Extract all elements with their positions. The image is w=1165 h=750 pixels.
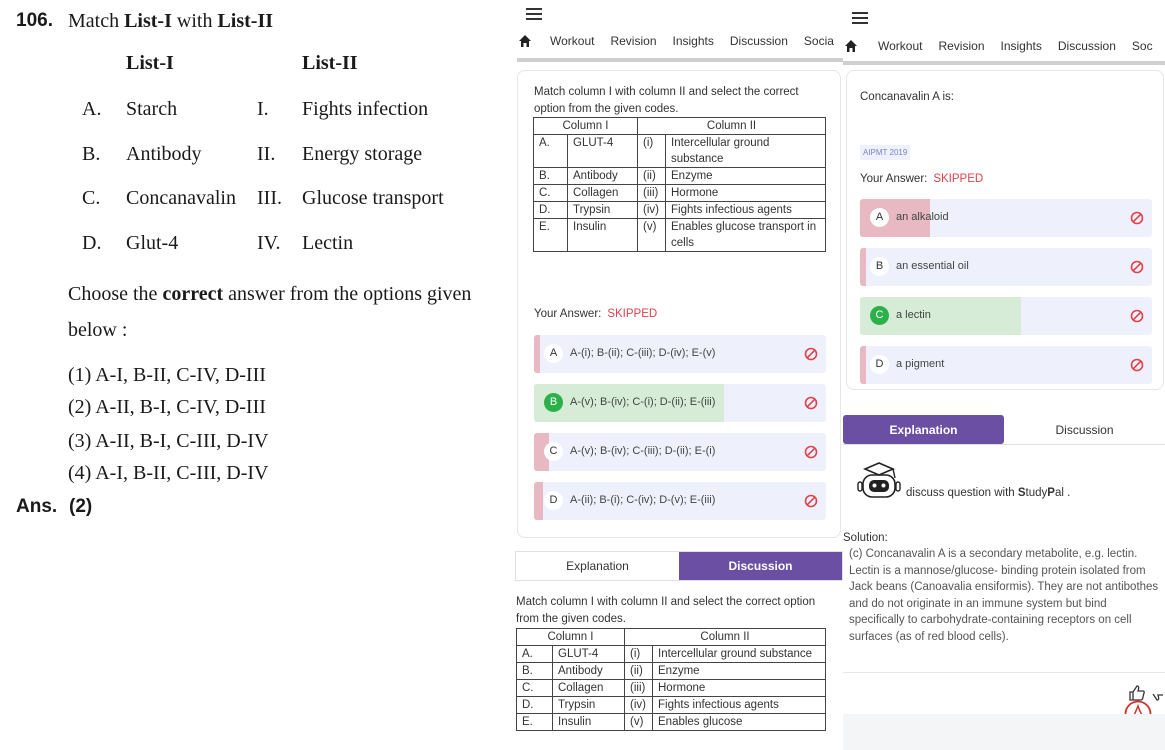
your-answer-label: Your Answer: <box>534 308 602 320</box>
cell: A. <box>517 646 553 663</box>
tab-discussion-active[interactable]: Discussion <box>679 552 842 580</box>
ban-icon <box>1130 309 1144 323</box>
bottom-bar <box>843 714 1165 750</box>
col1-header: Column I <box>517 629 625 646</box>
row-match: Glucose transport <box>302 187 444 209</box>
cell: Enables glucose <box>653 714 826 731</box>
cell: Enzyme <box>653 663 826 680</box>
answer-option: (1) A-I, B-II, C-IV, D-III <box>68 364 266 386</box>
table-row <box>517 646 826 663</box>
cell: Antibody <box>568 168 638 185</box>
cell: E. <box>534 219 568 252</box>
tab-workout[interactable]: Workout <box>550 34 595 48</box>
cell: (iv) <box>638 202 666 219</box>
cell: Trypsin <box>568 202 638 219</box>
col2-header: Column II <box>625 629 826 646</box>
ban-icon <box>1130 211 1144 225</box>
skipped-status: SKIPPED <box>607 308 658 320</box>
cell: Enzyme <box>666 168 826 185</box>
tab-workout[interactable]: Workout <box>878 39 923 53</box>
tab-revision[interactable]: Revision <box>610 34 657 48</box>
option-text: an essential oil <box>896 260 969 272</box>
instr-line2: below : <box>68 319 128 341</box>
table-row <box>534 168 826 185</box>
cell: (v) <box>638 219 666 252</box>
option-letter: C <box>544 442 563 461</box>
cell: Collagen <box>553 680 625 697</box>
row-roman: I. <box>257 98 269 120</box>
cell: A. <box>534 135 568 168</box>
cell: B. <box>534 168 568 185</box>
cell: C. <box>534 185 568 202</box>
table-header-row <box>534 118 826 135</box>
studypal-s: S <box>1017 487 1026 499</box>
option-fill-bar <box>860 346 866 384</box>
cell: Fights infectious agents <box>666 202 826 219</box>
instr-bold: correct <box>162 283 224 305</box>
option-b[interactable] <box>534 384 826 422</box>
cell: D. <box>534 202 568 219</box>
cell: GLUT-4 <box>553 646 625 663</box>
cell: Enables glucose transport in cells <box>666 219 826 252</box>
list2-header: List-II <box>302 52 358 74</box>
table-header-row <box>517 629 826 646</box>
your-answer-label: Your Answer: <box>860 173 928 185</box>
cell: (ii) <box>625 663 653 680</box>
list1-header: List-I <box>126 52 174 74</box>
table-row <box>534 202 826 219</box>
thumbs-down-icon[interactable] <box>1151 684 1165 702</box>
option-letter: A <box>544 344 563 363</box>
tab-discussion[interactable]: Discussion <box>1004 415 1165 444</box>
table-row <box>517 714 826 731</box>
title-pre: Match <box>68 10 125 32</box>
tab-insights[interactable]: Insights <box>672 34 714 48</box>
title-mid: with <box>171 10 218 32</box>
cell: Insulin <box>553 714 625 731</box>
studypal-prompt[interactable] <box>906 487 1070 499</box>
tab-bar <box>518 34 843 48</box>
row-value: Starch <box>126 98 178 120</box>
table-row <box>517 680 826 697</box>
tab-social[interactable]: Socia <box>803 34 834 48</box>
cell: B. <box>517 663 553 680</box>
tab-discussion[interactable]: Discussion <box>1057 39 1116 53</box>
cell: (i) <box>638 135 666 168</box>
tab-underline <box>517 58 843 62</box>
option-letter: A <box>870 208 889 227</box>
option-fill-bar <box>860 248 866 286</box>
option-letter: D <box>544 491 563 510</box>
tab-insights[interactable]: Insights <box>1000 39 1042 53</box>
row-key: C. <box>82 187 101 209</box>
row-key: D. <box>82 232 102 254</box>
cell: GLUT-4 <box>568 135 638 168</box>
cell: (i) <box>625 646 653 663</box>
tab-explanation-active[interactable]: Explanation <box>843 415 1004 444</box>
option-text: A-(v); B-(iv); C-(iii); D-(ii); E-(i) <box>570 445 716 457</box>
skipped-status: SKIPPED <box>933 173 984 185</box>
studypal-mid: tudy <box>1025 487 1048 499</box>
answer-value: (2) <box>69 496 93 517</box>
option-d[interactable] <box>534 482 826 520</box>
option-text: A-(ii); B-(i); C-(iv); D-(v); E-(iii) <box>570 494 716 506</box>
tab-discussion[interactable]: Discussion <box>729 34 788 48</box>
question-text: Concanavalin A is: <box>860 91 954 103</box>
ban-icon <box>804 494 818 508</box>
solution-text: (c) Concanavalin A is a secondary metabolite, e.g. lectin. Lectin is a mannose/glucose- binding protein isolated from Jack beans (Canoavalia ensiformis). They are not antibothes and do not originate in an immune system but bind specifically to carbohydrate-containing receptors on cell surfaces (as of red blood cells). <box>849 548 1159 643</box>
explanation-discussion-toggle <box>843 415 1165 445</box>
title-list2: List-II <box>217 10 274 32</box>
cell: Hormone <box>653 680 826 697</box>
question-text: Match column I with column II and select the correct option from the given codes. <box>534 86 799 115</box>
col2-header: Column II <box>638 118 826 135</box>
title-list1: List-I <box>124 10 172 32</box>
answer-option: (4) A-I, B-II, C-III, D-IV <box>68 462 269 484</box>
option-text: an alkaloid <box>896 211 949 223</box>
row-match: Fights infection <box>302 98 429 120</box>
cell: E. <box>517 714 553 731</box>
answer-option: (3) A-II, B-I, C-III, D-IV <box>68 430 269 452</box>
option-c[interactable] <box>860 297 1152 335</box>
col1-header: Column I <box>534 118 638 135</box>
studypal-robot-icon[interactable] <box>855 461 903 499</box>
cell: (v) <box>625 714 653 731</box>
home-icon[interactable] <box>844 39 858 53</box>
instr-pre: Choose the <box>68 283 163 305</box>
instr-post: answer from the options given <box>223 283 472 305</box>
studypal-p: P <box>1047 487 1055 499</box>
match-table <box>533 117 826 252</box>
ban-icon <box>1130 358 1144 372</box>
row-match: Lectin <box>302 232 354 254</box>
option-fill-bar <box>534 335 540 373</box>
ban-icon <box>804 396 818 410</box>
lower-question-text: Match column I with column II and select the correct option from the given codes. <box>516 596 816 625</box>
cell: C. <box>517 680 553 697</box>
tab-explanation[interactable]: Explanation <box>516 552 679 580</box>
row-key: A. <box>82 98 102 120</box>
menu-icon[interactable] <box>852 12 868 24</box>
cell: D. <box>517 697 553 714</box>
question-title <box>68 10 273 33</box>
instruction-text <box>68 276 471 348</box>
question-number: 106. <box>16 10 53 31</box>
ban-icon <box>804 445 818 459</box>
option-fill-bar <box>534 482 543 520</box>
option-letter: D <box>870 355 889 374</box>
table-row <box>517 697 826 714</box>
option-letter: B <box>544 393 563 412</box>
table-row <box>534 135 826 168</box>
option-d[interactable] <box>860 346 1152 384</box>
cell: (iii) <box>625 680 653 697</box>
app-panel-concanavalin <box>843 0 1165 750</box>
printed-question-panel <box>0 0 515 750</box>
table-row <box>534 219 826 252</box>
option-letter: B <box>870 257 889 276</box>
option-text: a pigment <box>896 358 945 370</box>
cell: Insulin <box>568 219 638 252</box>
studypal-pre: discuss question with <box>906 487 1018 499</box>
cell: Antibody <box>553 663 625 680</box>
option-text: A-(v); B-(iv); C-(i); D-(ii); E-(iii) <box>570 396 716 408</box>
ban-icon <box>804 347 818 361</box>
row-value: Antibody <box>126 143 202 165</box>
cell: Trypsin <box>553 697 625 714</box>
home-icon[interactable] <box>518 34 532 48</box>
tab-bar <box>844 39 1165 53</box>
lower-match-table <box>516 628 826 731</box>
cell: Fights infectious agents <box>653 697 826 714</box>
option-a[interactable] <box>860 199 1152 237</box>
cell: (iv) <box>625 697 653 714</box>
your-answer <box>534 308 657 320</box>
cell: Intercellular ground substance <box>653 646 826 663</box>
option-b[interactable] <box>860 248 1152 286</box>
cell: (iii) <box>638 185 666 202</box>
option-text: A-(i); B-(ii); C-(iii); D-(iv); E-(v) <box>570 347 716 359</box>
cell: Hormone <box>666 185 826 202</box>
table-row <box>517 663 826 680</box>
app-panel-match <box>515 0 843 750</box>
exam-tag: AIPMT 2019 <box>860 145 910 160</box>
explanation-discussion-toggle <box>515 551 843 581</box>
row-match: Energy storage <box>302 143 423 165</box>
tab-social[interactable]: Soc <box>1131 39 1153 53</box>
tab-underline <box>843 61 1165 65</box>
cell: (ii) <box>638 168 666 185</box>
row-key: B. <box>82 143 101 165</box>
ban-icon <box>1130 260 1144 274</box>
row-roman: III. <box>257 187 282 209</box>
option-a[interactable] <box>534 335 826 373</box>
answer-option: (2) A-II, B-I, C-IV, D-III <box>68 396 266 418</box>
cell: Intercellular ground substance <box>666 135 826 168</box>
option-c[interactable] <box>534 433 826 471</box>
divider <box>843 672 1165 673</box>
tab-revision[interactable]: Revision <box>938 39 985 53</box>
row-value: Concanavalin <box>126 187 236 209</box>
row-roman: II. <box>257 143 276 165</box>
your-answer <box>860 173 983 185</box>
solution-label: Solution: <box>843 532 888 544</box>
cell: Collagen <box>568 185 638 202</box>
studypal-post: al . <box>1054 487 1071 499</box>
row-roman: IV. <box>257 232 281 254</box>
table-row <box>534 185 826 202</box>
answer-label: Ans. <box>16 496 58 517</box>
menu-icon[interactable] <box>526 8 542 20</box>
row-value: Glut-4 <box>126 232 179 254</box>
option-text: a lectin <box>896 309 931 321</box>
option-letter: C <box>870 306 889 325</box>
